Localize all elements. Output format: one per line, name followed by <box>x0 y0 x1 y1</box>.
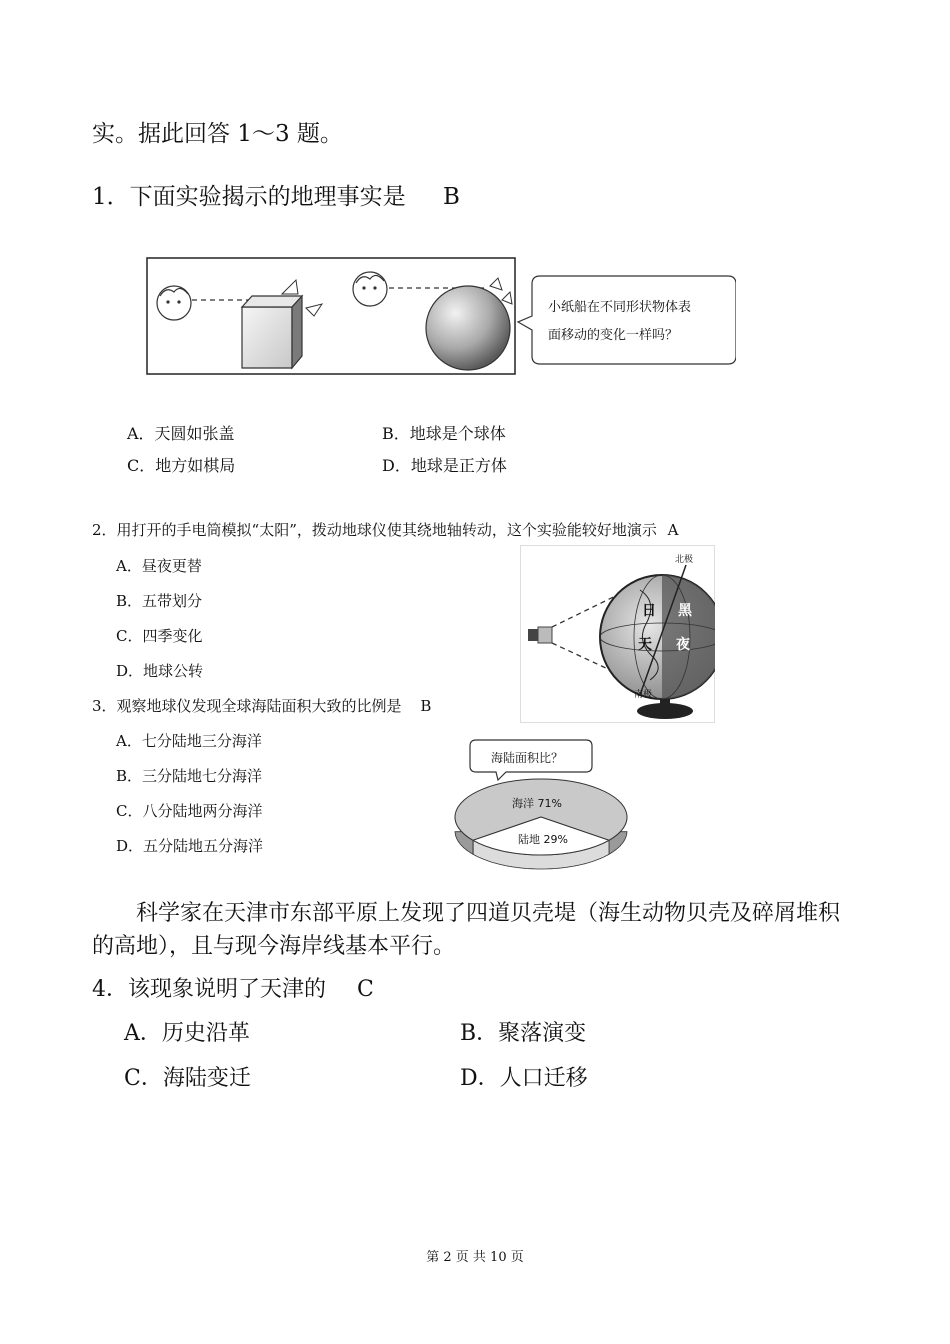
q1-option-c: C．地方如棋局 <box>127 456 236 475</box>
q2-option-c: C．四季变化 <box>116 627 203 645</box>
q1-stem <box>92 178 460 211</box>
intro-line: 实。据此回答 1～3 题。 <box>92 121 343 147</box>
page-footer: 第 2 页 共 10 页 <box>426 1250 524 1265</box>
q3-option-b: B．三分陆地七分海洋 <box>116 767 263 785</box>
q1-bubble-line2: 面移动的变化一样吗？ <box>548 328 679 343</box>
para-line2: 的高地），且与现今海岸线基本平行。 <box>92 934 456 959</box>
q2-stem <box>92 519 679 540</box>
q4-option-a: A．历史沿革 <box>124 1021 250 1046</box>
q1-bubble-line1: 小纸船在不同形状物体表 <box>548 300 692 315</box>
q4-stem <box>92 972 374 1003</box>
day-label-1: 日 <box>642 603 656 619</box>
q4-answer: C <box>357 977 374 1002</box>
q4-option-d: D．人口迁移 <box>460 1066 588 1091</box>
day-label-2: 天 <box>638 637 652 653</box>
pie-3d <box>455 779 627 869</box>
q4-option-c: C．海陆变迁 <box>124 1066 251 1091</box>
ocean-label: 海洋 71% <box>512 797 562 810</box>
q1-option-a: A．天圆如张盖 <box>127 424 235 443</box>
q2-globe-figure <box>520 545 715 723</box>
q2-option-a: A．昼夜更替 <box>116 557 202 575</box>
q3-option-a: A．七分陆地三分海洋 <box>116 732 262 750</box>
q3-bubble-text: 海陆面积比？ <box>491 751 564 765</box>
para-line1: 科学家在天津市东部平原上发现了四道贝壳堤（海生动物贝壳及碎屑堆积 <box>136 901 841 926</box>
q2-stem-text: 2．用打开的手电筒模拟“太阳”，拨动地球仪使其绕地轴转动，这个实验能较好地演示 <box>92 521 657 539</box>
sphere-shape <box>426 286 510 370</box>
q2-answer: A <box>667 521 679 539</box>
south-pole-label: 南极 <box>634 690 653 700</box>
q3-option-c: C．八分陆地两分海洋 <box>116 802 263 820</box>
land-label: 陆地 29% <box>518 833 568 846</box>
q1-answer: B <box>442 184 460 210</box>
night-label-1: 黑 <box>678 603 692 619</box>
q3-answer: B <box>420 697 432 715</box>
q3-speech-bubble <box>470 740 592 780</box>
observer-figure-right <box>353 272 387 306</box>
q1-stem-text: 1．下面实验揭示的地理事实是 <box>92 184 406 210</box>
cube-shape <box>242 296 302 368</box>
q1-figure <box>146 256 736 378</box>
q3-stem-text: 3．观察地球仪发现全球海陆面积大致的比例是 <box>92 697 402 715</box>
q1-speech-bubble <box>518 276 736 364</box>
q3-pie-chart <box>446 735 636 875</box>
night-label-2: 夜 <box>676 637 690 653</box>
flashlight-icon <box>528 627 552 643</box>
q4-option-b: B．聚落演变 <box>460 1021 587 1046</box>
observer-figure-left <box>157 286 191 320</box>
q1-option-d: D．地球是正方体 <box>382 456 507 475</box>
q3-stem <box>92 695 431 716</box>
q2-option-d: D．地球公转 <box>116 662 204 680</box>
q3-option-d: D．五分陆地五分海洋 <box>116 837 264 855</box>
north-pole-label: 北极 <box>675 555 694 565</box>
q4-stem-text: 4．该现象说明了天津的 <box>92 977 326 1002</box>
q1-option-b: B．地球是个球体 <box>382 424 506 443</box>
q2-option-b: B．五带划分 <box>116 592 203 610</box>
